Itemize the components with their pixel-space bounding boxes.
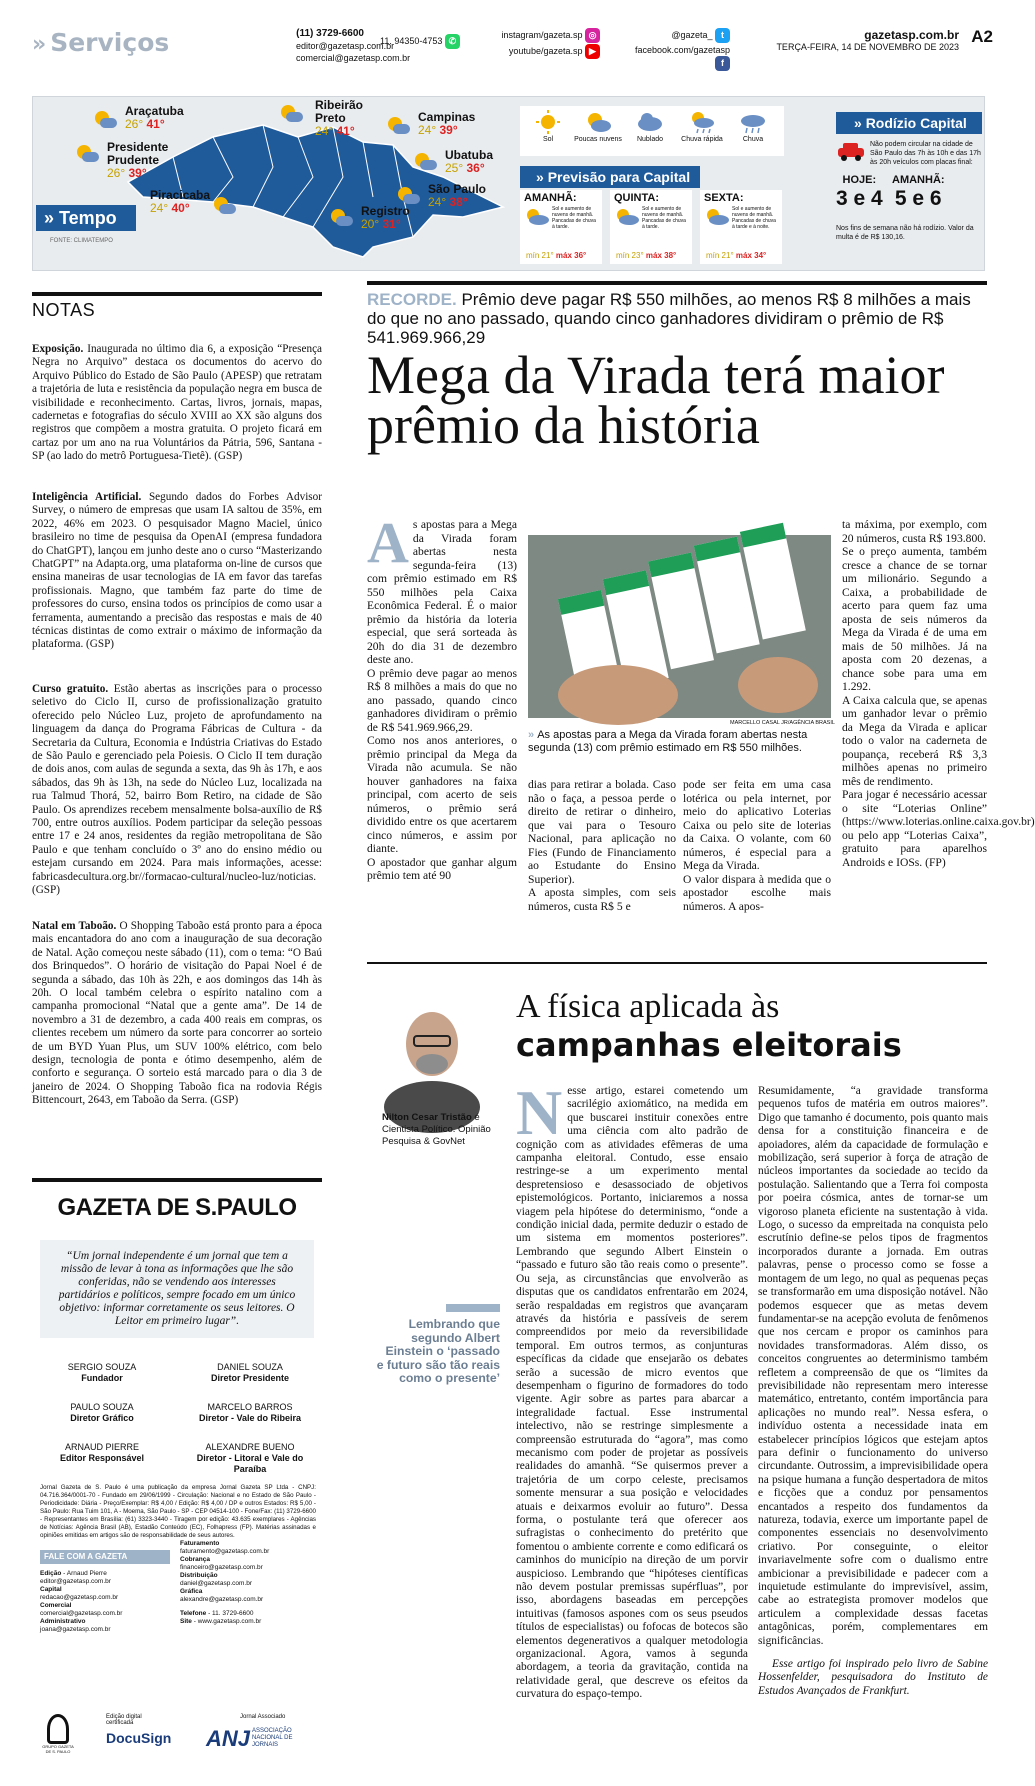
author-photo bbox=[380, 992, 484, 1107]
cloud-icon bbox=[636, 110, 664, 134]
partly-cloudy-icon bbox=[398, 187, 420, 205]
forecast-day-3: SEXTA: Sol e aumento de nuvens de manhã. Pancadas de chuva à tarde e à noite. mín 21° máx 34° bbox=[700, 190, 782, 264]
article-kicker: RECORDE. Prêmio deve pagar R$ 550 milhões, ao menos R$ 8 milhões a mais do que no ano passado, quando cinco ganhadores dividiram o prêmio de R$ 541.969.966,29 bbox=[367, 290, 971, 347]
chevron-right-icon: » bbox=[32, 32, 47, 57]
article-headline: Mega da Virada terá maior prêmio da história bbox=[367, 345, 945, 455]
lottery-photo bbox=[528, 535, 831, 718]
city-presidente-prudente: Presidente Prudente 26° 39° bbox=[107, 141, 177, 180]
nota-ia: Inteligência Artificial. Segundo dados do Forbes Advisor Survey, o número de empresas que usam IA saltou de 35%, em 2022, 46% em 2023. O pesquisador Magno Maciel, único brasileiro no time de pesquisa da OpenAI (empresa fundadora do ChatGPT), lançou em junho deste ano o curso “Masterizando ChatGPT” na Adapta.org, uma plataforma on-line de cursos que ensina maneiras de usar tecnologias de IA em favor das tarefas profissionais. Magno, que também faz parte do time de professores do curso, ensina todos os princípios de como usar a ferramenta, aumentando a precisão das respostas e mais de 40 técnicas distintas de como extrair o máximo de informação da plataforma. (GSP) bbox=[32, 491, 322, 651]
contact-email[interactable]: comercial@gazetasp.com.br bbox=[40, 1610, 123, 1617]
sun-rain-icon bbox=[688, 110, 716, 134]
rodizio-title: » Rodízio Capital bbox=[836, 112, 982, 134]
contact-email[interactable]: - Arnaud Pierre editor@gazetasp.com.br bbox=[40, 1570, 111, 1585]
staff-member: PAULO SOUZA Diretor Gráfico bbox=[70, 1402, 134, 1423]
whatsapp-icon: ✆ bbox=[445, 34, 460, 49]
partly-cloudy-icon bbox=[331, 209, 353, 227]
drop-cap: N bbox=[516, 1077, 563, 1148]
condition-few-clouds: Poucas nuvens bbox=[572, 110, 624, 143]
photo-caption: » As apostas para a Mega da Virada foram abertas nesta segunda (13) com prêmio estimado em R$ 550 milhões. bbox=[528, 729, 808, 754]
rodizio-footnote: Nos fins de semana não há rodízio. Valor da multa é de R$ 130,16. bbox=[836, 225, 974, 241]
legal-text: Jornal Gazeta de S. Paulo é uma publicação da empresa Jornal Gazeta SP Ltda - CNPJ: 04.716.364/0001-70 - Fundado em 29/06/1999 - Circulação: Nacional e no Estado de São Paulo - Periodicidade: Diária - Preço/Exemplar: R$ 4,00 / Edição: R$ 4,00 / DP e outros Estados: R$ 5,00 - São Paulo: Rua Tuim 101, A - Moema, São Paulo - SP - CEP 04514-100 - Fone/Fax: (11) 3729-6600 - Representantes em Brasília: (61) 3323-3440 - Tiragem por edição: 43.635 exemplares - Agências de Notícias: Agência Brasil (AB), Estadão Conteúdo (EC), Folhapress (FP). Matérias assinadas e opiniões emitidas em artigos são de responsabilidade de seus autores. bbox=[40, 1484, 316, 1539]
social-right bbox=[620, 28, 730, 68]
nota-curso: Curso gratuito. Estão abertas as inscrições para o processo seletivo do Ciclo II, curso de profissionalização gratuito oferecido pelo Núcleo Luz, projeto de aprofundamento na linguagem da dança do Programa Fábricas de Cultura - da Secretaria da Cultura, Economia e Indústria Criativas do Estado de São Paulo e gerenciado pela Poiesis. O Ciclo II tem duração de dois anos, com aulas de segunda a sexta, das 9h às 17h, e aos sábados, das 9h às 13h, na sede do Núcleo Luz, localizada na rua Talmud Thorá, 52, bairro Bom Retiro, na cidade de São Paulo. Os aprendizes recebem mensalmente bolsa-auxílio de R$ 700, entre outros auxílios. Podem participar da seleção pessoas entre 17 e 24 anos, residentes da região metropolitana de São Paulo e que tenham concluído o 3º ano do ensino médio ou estejam cursando em 2024. Para mais informações, acesse: fabricasdecultura.org.br//formacao-cultural/nucleo-luz/noticias. (GSP) bbox=[32, 683, 322, 897]
contact-email[interactable]: alexandre@gazetasp.com.br bbox=[180, 1596, 264, 1603]
phone: (11) 3729-6600 bbox=[296, 28, 364, 39]
tempo-label: » Tempo bbox=[36, 205, 136, 231]
sun-rain-icon bbox=[524, 208, 550, 230]
facebook-link[interactable]: facebook.com/gazetasp bbox=[634, 45, 730, 55]
group-logo: GRUPO GAZETA DE S. PAULO bbox=[40, 1714, 76, 1754]
site-url[interactable]: gazetasp.com.br bbox=[864, 28, 959, 42]
rain-icon bbox=[739, 110, 767, 134]
commercial-email[interactable]: comercial@gazetasp.com.br bbox=[296, 53, 411, 63]
rodizio-panel bbox=[836, 112, 986, 270]
twitter-link[interactable]: @gazeta_ bbox=[671, 29, 713, 40]
notas-title: NOTAS bbox=[32, 300, 96, 320]
contacts-right: Faturamento faturamento@gazetasp.com.br Cobrança financeiro@gazetasp.com.br Distribuição daniel@gazetasp.com.br Gráfica alexandre@gazetasp.com.br Telefone - 11. 3729-6600 Site - www.gazetasp.com.br bbox=[180, 1540, 270, 1625]
youtube-link[interactable]: youtube/gazeta.sp bbox=[508, 45, 583, 56]
lottery-tickets-image bbox=[528, 535, 831, 718]
twitter-icon: t bbox=[715, 28, 730, 43]
pullquote-bar bbox=[446, 1304, 500, 1312]
sun-rain-icon bbox=[704, 208, 730, 230]
article1-col3: pode ser feita em uma casa lotérica ou pela internet, por meio do aplicativo Loterias Caixa ou pelo site de loterias da Caixa. O volante, com 60 números, é especial para a Mega da Virada. O valor dispara à medida que o apostador escolhe mais números. A apos- bbox=[683, 778, 831, 913]
partly-cloudy-icon bbox=[281, 105, 303, 123]
partly-cloudy-icon bbox=[95, 111, 117, 129]
rodizio-tomorrow: AMANHÃ: 5 e 6 bbox=[892, 174, 945, 210]
city-sao-paulo: São Paulo 24° 38° bbox=[428, 183, 486, 209]
chevron-right-icon: » bbox=[854, 115, 866, 131]
contact-email[interactable]: faturamento@gazetasp.com.br bbox=[180, 1548, 270, 1555]
city-campinas: Campinas 24° 39° bbox=[418, 111, 475, 137]
condition-sun: Sol bbox=[524, 110, 572, 143]
conditions-legend bbox=[520, 106, 784, 156]
site-link[interactable]: - www.gazetasp.com.br bbox=[193, 1618, 262, 1625]
youtube-icon: ▶ bbox=[585, 44, 600, 59]
chevron-right-icon: » bbox=[536, 169, 548, 185]
contact-email[interactable]: daniel@gazetasp.com.br bbox=[180, 1580, 252, 1587]
weather-source: FONTE: CLIMATEMPO bbox=[50, 238, 113, 244]
partly-cloudy-icon bbox=[388, 117, 410, 135]
rodizio-today: HOJE: 3 e 4 bbox=[836, 174, 883, 210]
drop-cap: A bbox=[367, 510, 409, 575]
city-piracicaba: Piracicaba 24° 40° bbox=[150, 189, 210, 215]
instagram-icon: ◎ bbox=[585, 28, 600, 43]
article-rule bbox=[367, 962, 987, 964]
partly-cloudy-icon bbox=[214, 197, 236, 215]
condition-quick-rain: Chuva rápida bbox=[676, 110, 728, 143]
staff-member: MARCELO BARROS Diretor - Vale do Ribeira bbox=[198, 1402, 302, 1423]
photo-credit: MARCELLO CASAL JR/AGÊNCIA BRASIL bbox=[730, 720, 835, 726]
contact-email[interactable]: joana@gazetasp.com.br bbox=[40, 1626, 111, 1633]
chevron-right-icon: » bbox=[528, 729, 538, 741]
nota-natal: Natal em Taboão. O Shopping Taboão está pronto para a época mais encantadora do ano com a inauguração de sua decoração de Natal. Ação começou neste sábado (11), com o tema: “O Baú dos Brinquedos”. O horário de visitação do Papai Noel é de segunda a sábado, das 10h às 22h, e aos domingos das 14h às 20h. O local também celebra o espírito natalino com a campanha promocional “Natal que a gente ama”. De 14 de novembro a 31 de dezembro, a cada 400 reais em compras, os clientes recebem um número da sorte para concorrer ao sorteio de um BYD Yuan Plus, um SUV 100% elétrico, com belo design, tecnologia de ponta e ótimo desempenho, além de conforto e segurança. O sorteio está marcado para o dia 3 de janeiro de 2024. O Shopping Taboão fica na rodovia Régis Bittencourt, 2643, em Taboão da Serra. (GSP) bbox=[32, 920, 323, 1107]
article-rule bbox=[367, 281, 987, 285]
editorial-quote: “Um jornal independente é um jornal que tem a missão de levar à tona as informações que lhe são conferidas, não se vendendo aos interesses partidários e políticos, sempre focado em um único objetivo: informar corretamente os seus leitores. O Leitor em primeiro lugar”. bbox=[40, 1240, 314, 1338]
partly-cloudy-icon bbox=[584, 110, 612, 134]
contact-header: FALE COM A GAZETA bbox=[40, 1550, 170, 1564]
condition-rain: Chuva bbox=[728, 110, 778, 143]
docusign-logo: DocuSign bbox=[106, 1730, 172, 1746]
article1-col1: As apostas para a Mega da Virada foram abertas nesta segunda-feira (13) com prêmio estimado em R$ 550 milhões pela Caixa Econômica Federal. É o maior prêmio da história da loteria especial, que será sorteada às 20h do dia 31 de dezembro deste ano. O prêmio deve pagar ao menos R$ 8 milhões a mais do que no ano passado, quando cinco ganhadores dividiram o prêmio de R$ 541.969.966,29. Como nos anos anteriores, o prêmio principal da Mega da Virada não acumula. Se não houver ganhadores na faixa principal, com acerto de seis números, o prêmio será dividido entre os que acertarem cinco números, e assim por diante. O apostador que ganhar algum prêmio tem até 90 bbox=[367, 510, 517, 882]
social-left bbox=[500, 28, 600, 60]
author-name: Nilton Cesar Tristão bbox=[382, 1112, 472, 1123]
page-number: A2 bbox=[971, 27, 993, 46]
anj-logo: ANJ bbox=[206, 1726, 251, 1751]
article2-col2: Resumidamente, “a gravidade transforma pequenos tufos de matéria em outros maiores”. Digo que tamanho é documento, pois quanto mais densa for a constituição financeira e de apoiadores, além da capacidade de formulação e mobilização, será superior à força de atração de núcleos importantes da sociedade ao tecido da postulação. Salientando que a Terra foi composta por poeira cósmica, antes de tornar-se um vigoroso planeta eficiente na sustentação à vida. Logo, o sucesso da empreitada na conquista pelo escrutínio define-se pelos tipos de fragmentos incorporados durante a jornada. Em outras palavras, pense o processo como se fosse a montagem de um lego, no qual as pequenas peças se transformarão em uma disposição notável. Não podemos esquecer que as metas devem fundamentar-se na acepção evoluta de fenômenos que nos cercam e propor os caminhos para novidades transformadoras. Além disso, os conceitos congruentes ao determinismo também refletem a compreensão de que os “limites da previsibilidade não representam mero interesse matemático, entretanto, contém importância para aplicações no mundo real”. Nessa esfera, o indivíduo ostenta a necessidade inata em estabelecer princípios lógicos que estejam aptos para definir o funcionamento do universo circundante. Outrossim, a imprevisibilidade opera na psique humana a função despertadora de mitos e ficções que a conduz por pensamentos encantados a respeito dos fundamentos da natureza, todavia, exerce um importante papel de componentes essenciais no desenvolvimento criativo. Por conseguinte, o eleitor invariavelmente sofre com o dualismo entre ambicionar a previsibilidade e padecer com a inquietude estimulante do imprevisível, assim, cabe ao estrategista promover modelos que articulem a complexidade dessas facetas antagônicas, porém, complementares em significâncias. Esse artigo foi inspirado pelo livro de Sabine Hossenfelder, pesquisadora do Instituto de Estudos Avançados de Frankfurt. bbox=[758, 1085, 988, 1697]
staff-member: ARNAUD PIERRE Editor Responsável bbox=[59, 1442, 145, 1463]
chevron-right-icon: » bbox=[44, 208, 60, 228]
partly-cloudy-icon bbox=[77, 145, 99, 163]
rodizio-text: Não podem circular na cidade de São Paulo das 7h às 10h e das 17h às 20h veículos com placas final: bbox=[870, 141, 981, 166]
author-bio: Nilton Cesar Tristão é Cientista Político. Opinião Pesquisa & GovNet bbox=[382, 1112, 491, 1147]
contact-email[interactable]: financeiro@gazetasp.com.br bbox=[180, 1564, 263, 1571]
forecast-day-2: QUINTA: Sol e aumento de nuvens de manhã. Pancadas de chuva à tarde. mín 23° máx 38° bbox=[610, 190, 692, 264]
sun-rain-icon bbox=[614, 208, 640, 230]
forecast-title: » Previsão para Capital bbox=[520, 166, 700, 188]
article1-col4: ta máxima, por exemplo, com 20 números, custa R$ 193.800. Se o preço aumenta, também cresce a chance de se tornar um milionário. Segundo a Caixa, a probabilidade de acerto para quem faz uma aposta de seis números da Mega da Virada é de uma em mais de 50 milhões. Já na aposta com 20 dezenas, a chance sobe para uma em 1.292. A Caixa calcula que, se apenas um ganhador levar o prêmio da Mega da Virada e aplicar todo o valor na caderneta de poupança, receberá R$ 3,3 milhões apenas no primeiro mês de rendimento. Para jogar é necessário acessar o site “Loterias Online” (https://www.loterias.online.caixa.gov.br) ou pelo app “Loterias Caixa”, gratuito para aparelhos Androids e IOSs. (FP) bbox=[842, 518, 1035, 869]
partly-cloudy-icon bbox=[415, 153, 437, 171]
forecast-day-1: AMANHÃ: Sol e aumento de nuvens de manhã. Pancadas de chuva à tarde. mín 21° máx 36° bbox=[520, 190, 602, 264]
car-icon bbox=[836, 140, 866, 162]
site-date bbox=[776, 28, 959, 52]
notas-rule bbox=[32, 292, 322, 296]
city-aracatuba: Araçatuba 26° 41° bbox=[125, 105, 184, 131]
newspaper-logo: GAZETA DE S.PAULO bbox=[57, 1194, 297, 1221]
nota-exposicao: Exposição. Inaugurada no último dia 6, a exposição “Presença Negra no Arquivo” destaca os documentos do acervo do Arquivo Público do Estado de São Paulo (APESP) que retratam a trajetória de luta e resistência da população negra em busca de visibilidade e reconhecimento. Cartas, livros, jornais, mapas, cadernetas e fotografias do século XVIII ao XX são alguns dos registros que compõem a mostra gratuita. O projeto ficará em cartaz por um ano na rua Voluntários da Pátria, 596, Santana - SP (ao lado do metrô Portuguesa-Tietê). (GSP) bbox=[32, 343, 322, 463]
contacts-left: Edição - Arnaud Pierre editor@gazetasp.com.br Capital redacao@gazetasp.com.br Comercial comercial@gazetasp.com.br Administrativo joana@gazetasp.com.br bbox=[40, 1570, 123, 1633]
footer-logos: GRUPO GAZETA DE S. PAULO Edição digital certificada DocuSign Jornal Associado ANJ ASSOCIAÇÃO NACIONAL DE JORNAIS bbox=[40, 1714, 316, 1754]
section-title: » Serviços bbox=[32, 28, 170, 57]
opinion-headline: A física aplicada às campanhas eleitorais bbox=[516, 988, 902, 1064]
staff-member: DANIEL SOUZA Diretor Presidente bbox=[210, 1362, 290, 1383]
facebook-icon: f bbox=[715, 56, 730, 71]
whatsapp-contact[interactable]: 11. 94350-4753 ✆ bbox=[380, 34, 460, 49]
pullquote: Lembrando que segundo Albert Einstein o ‘passado e futuro são tão reais como o presente’ bbox=[376, 1317, 500, 1385]
issue-date: TERÇA-FEIRA, 14 DE NOVEMBRO DE 2023 bbox=[776, 42, 959, 52]
editor-email[interactable]: editor@gazetasp.com.br bbox=[296, 41, 395, 51]
staff-member: SERGIO SOUZA Fundador bbox=[67, 1362, 137, 1383]
sun-icon bbox=[535, 110, 561, 134]
staff-member: ALEXANDRE BUENO Diretor - Litoral e Vale do Paraíba bbox=[196, 1442, 304, 1474]
masthead-box bbox=[32, 1178, 322, 1758]
article-footnote: Esse artigo foi inspirado pelo livro de Sabine Hossenfelder, pesquisadora do Instituto de Estudos Avançados de Frankfurt. bbox=[758, 1658, 988, 1697]
article1-col2: dias para retirar a bolada. Caso não o faça, a pessoa perde o direito de retirar o dinheiro, que vai para o Tesouro Nacional, para aplicação no Fies (Fundo de Financiamento ao Estudante do Ensino Superior). A aposta simples, com seis números, custa R$ 5 e bbox=[528, 778, 676, 913]
city-registro: Registro 20° 31° bbox=[361, 205, 410, 231]
author-portrait-image bbox=[380, 992, 484, 1107]
article2-col1: Nesse artigo, estarei cometendo um sacrilégio axiomático, na medida em que buscarei instituir conexões entre uma ciência com alto padrão de cognição com as atividades efêmeras de uma campanha eleitoral. Contudo, esse ensaio restringe-se a um experimento mental despretensioso e desassociado de objetivos epistemológicos. Portanto, iniciaremos a nossa viagem pela hipótese do determinismo, “onde a condição inicial dada, permite deduzir o estado de um sistema em momentos posteriores”. Lembrando que segundo Albert Einstein o “passado e futuro são tão reais como o presente”. Ou seja, as circunstâncias que envolverão as disputas que os candidatos enfrentarão em 2024, serão respaldadas em registros que avançaram através da história e passíveis de serem compreendidos por meio da reversibilidade temporal. Em outros termos, as conjunturas específicas da cidade que ensejarão os debates serão a sucessão de micro eventos que desempenham o figurino de formadores do todo vigente. Agir sobre as partes para abarcar a integralidade factual. Esse instrumental intelectivo, não se restringe simplesmente a compreensão estruturada do “agora”, mas como mecanismo com poder de projetar as possíveis realidades do amanhã. “Se quisermos prever a trajetória de um corpo celeste, precisamos somente mensurar a sua posição e velocidades atuais e deixarmos evoluir ao futuro”. Dessa forma, o postulante terá que oferecer aos sufragistas o conhecimento do pretérito que fomentou o ambiente corrente e como edificará os caminhos do município na direção de um porvir auspicioso. Lembrando que “hipóteses científicas não devem postular premissas supérfluas”, por isso, abordagens baseadas em percepções intuitivas (famosos aspones com os seus pseudos títulos de especialistas) ou fofocas de botecos são elementos degenerativos a qualquer metodologia organizacional. Agora, vamos à segunda abordagem, a teoria da gravitação, contida na relatividade geral, que descreve os efeitos da curvatura do espaço-tempo. bbox=[516, 1077, 748, 1701]
contact-email[interactable]: redacao@gazetasp.com.br bbox=[40, 1594, 119, 1601]
instagram-link[interactable]: instagram/gazeta.sp bbox=[501, 29, 583, 40]
condition-cloudy: Nublado bbox=[626, 110, 674, 143]
contact-block bbox=[296, 28, 411, 64]
city-ubatuba: Ubatuba 25° 36° bbox=[445, 149, 493, 175]
city-ribeirao-preto: Ribeirão Preto 24° 41° bbox=[315, 99, 375, 138]
